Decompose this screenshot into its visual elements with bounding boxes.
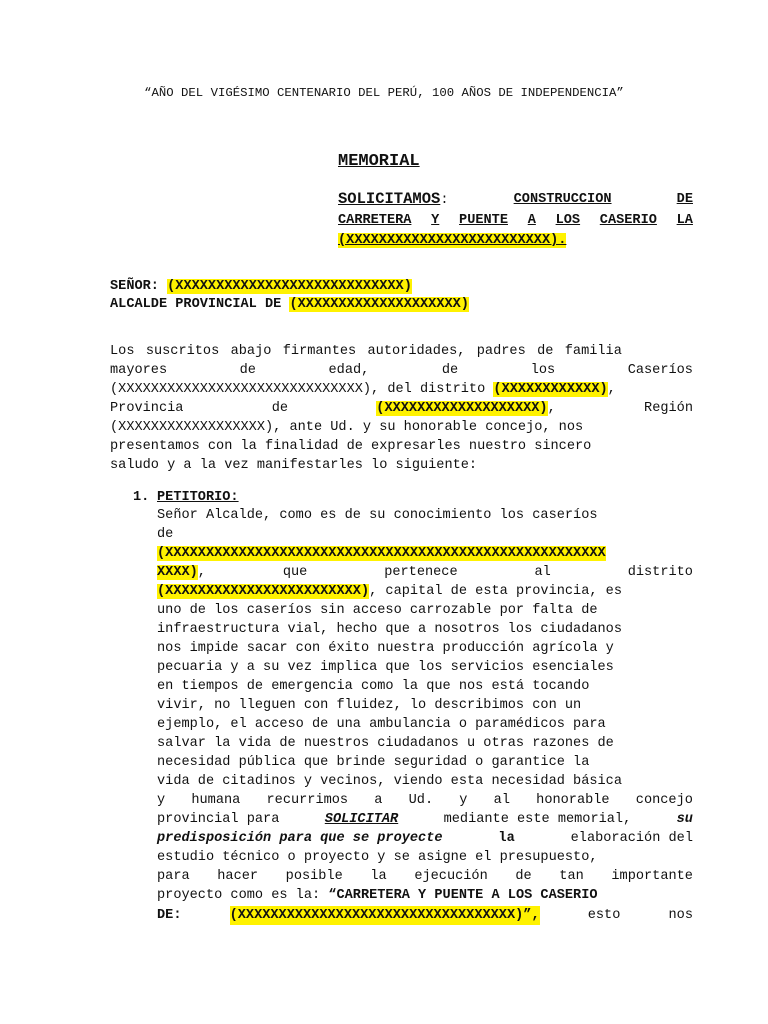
intro-word: Provincia <box>110 401 184 416</box>
petitorio-line <box>157 791 693 810</box>
petitorio-word: para <box>157 869 190 884</box>
district-placeholder: (XXXXXXXXXXXX) <box>493 382 608 397</box>
header-motto: “AÑO DEL VIGÉSIMO CENTENARIO DEL PERÚ, 100 AÑOS DE INDEPENDENCIA” <box>144 86 624 100</box>
petitorio-word: al <box>493 793 510 808</box>
petitorio-word: a <box>374 793 383 808</box>
petitorio-line: de <box>157 527 174 542</box>
intro-word: mayores <box>110 363 168 378</box>
intro-line-5: (XXXXXXXXXXXXXXXXXX), ante Ud. y su honorable concejo, nos <box>110 420 584 435</box>
project-name: DE: <box>157 908 182 923</box>
petitorio-line: uno de los caseríos sin acceso carrozable por falta de <box>157 603 598 618</box>
petitorio-bold: la <box>498 831 515 846</box>
petitorio-word: y <box>157 793 166 808</box>
senor-placeholder: (XXXXXXXXXXXXXXXXXXXXXXXXXXXX) <box>167 279 412 294</box>
petitorio-text: provincial para <box>157 812 280 827</box>
intro-word: edad, <box>328 363 370 378</box>
intro-line-3 <box>110 380 616 399</box>
province-placeholder: (XXXXXXXXXXXXXXXXXXX) <box>376 401 548 416</box>
project-placeholder: (XXXXXXXXXXXXXXXXXXXXXXXXXXXXXXXXXX)”, <box>229 908 540 923</box>
punctuation: , <box>547 401 556 416</box>
petitorio-line: ejemplo, el acceso de una ambulancia o paramédicos para <box>157 717 606 732</box>
alcalde-label: ALCALDE PROVINCIAL DE <box>110 297 282 312</box>
petitorio-word: de <box>515 869 532 884</box>
solicitar-emphasis: SOLICITAR <box>324 812 399 827</box>
petitorio-text: elaboración del <box>570 831 693 846</box>
punctuation: , <box>197 565 206 580</box>
petitorio-line <box>157 563 693 582</box>
petitorio-line <box>157 829 693 848</box>
list-number: 1. <box>133 490 150 505</box>
solicitamos-line-3 <box>338 231 566 250</box>
petitorio-emphasis: su <box>676 812 693 827</box>
petitorio-line: salvar la vida de nuestros ciudadanos u otras razones de <box>157 736 614 751</box>
petitorio-line: en tiempos de emergencia como la que nos está tocando <box>157 679 590 694</box>
punctuation: , <box>607 382 616 397</box>
intro-word: de <box>441 363 459 378</box>
petitorio-line: Señor Alcalde, como es de su conocimiento los caseríos <box>157 508 598 523</box>
subject-word: PUENTE <box>459 213 508 228</box>
intro-line-6: presentamos con la finalidad de expresarles nuestro sincero <box>110 439 592 454</box>
petitorio-word: al <box>534 565 551 580</box>
intro-text: (XXXXXXXXXXXXXXXXXXXXXXXXXXXXXX), del distrito <box>110 382 486 397</box>
petitorio-line: infraestructura vial, hecho que a nosotros los ciudadanos <box>157 622 622 637</box>
alcalde-placeholder: (XXXXXXXXXXXXXXXXXXXX) <box>289 297 469 312</box>
petitorio-word: concejo <box>635 793 693 808</box>
petitorio-word: esto <box>587 908 621 923</box>
solicitamos-line-2 <box>338 211 693 230</box>
petitorio-line <box>157 582 622 601</box>
petitorio-text: mediante este memorial, <box>443 812 632 827</box>
petitorio-word: nos <box>668 908 693 923</box>
petitorio-word: posible <box>285 869 343 884</box>
project-name: “CARRETERA Y PUENTE A LOS CASERIO <box>328 888 598 903</box>
petitorio-text: proyecto como es la: <box>157 888 321 903</box>
intro-word: de <box>271 401 289 416</box>
subject-word: DE <box>676 192 693 207</box>
petitorio-line: vida de citadinos y vecinos, viendo esta necesidad básica <box>157 774 622 789</box>
petitorio-line: pecuaria y a su vez implica que los servicios esenciales <box>157 660 614 675</box>
subject-word: LA <box>676 213 693 228</box>
petitorio-line: estudio técnico o proyecto y se asigne el presupuesto, <box>157 850 598 865</box>
subject-word: LOS <box>555 213 581 228</box>
petitorio-word: tan <box>559 869 584 884</box>
intro-word: los <box>530 363 556 378</box>
subject-word: CASERIO <box>599 213 657 228</box>
solicitamos-colon: : <box>440 193 449 208</box>
petitorio-line: necesidad pública que brinde seguridad o garantice la <box>157 755 590 770</box>
solicitamos-line-1 <box>338 190 693 210</box>
addressee-alcalde <box>110 295 469 314</box>
intro-line-4 <box>110 399 693 418</box>
petitorio-line <box>157 906 693 925</box>
intro-line-1 <box>110 342 693 361</box>
subject-placeholder: (XXXXXXXXXXXXXXXXXXXXXXXXX). <box>338 233 567 248</box>
senor-label: SEÑOR: <box>110 279 159 294</box>
petitorio-word: ejecución <box>414 869 488 884</box>
petitorio-line <box>157 544 606 563</box>
caserio-placeholder: (XXXXXXXXXXXXXXXXXXXXXXXXXXXXXXXXXXXXXXXXXXXXXXXXXXXXXX <box>157 546 606 561</box>
petitorio-text: , capital de esta provincia, es <box>369 584 622 599</box>
petitorio-word: recurrimos <box>266 793 349 808</box>
distrito-placeholder: (XXXXXXXXXXXXXXXXXXXXXXXX) <box>157 584 370 599</box>
caserio-placeholder: XXXX) <box>157 565 198 580</box>
petitorio-line <box>157 810 693 829</box>
petitorio-heading: PETITORIO: <box>157 490 239 505</box>
intro-word: de <box>239 363 256 378</box>
petitorio-word: pertenece <box>384 565 458 580</box>
subject-word: CONSTRUCCION <box>513 192 612 207</box>
petitorio-word: y <box>459 793 468 808</box>
intro-line-7: saludo y a la vez manifestarles lo siguiente: <box>110 458 478 473</box>
petitorio-line: nos impide sacar con éxito nuestra producción agrícola y <box>157 641 614 656</box>
petitorio-word: Ud. <box>408 793 434 808</box>
document-title: MEMORIAL <box>338 152 420 171</box>
petitorio-line: vivir, no lleguen con fluidez, lo describimos con un <box>157 698 582 713</box>
intro-word: Caseríos <box>627 363 693 378</box>
addressee-senor <box>110 277 412 296</box>
petitorio-word: que <box>282 565 308 580</box>
intro-word: Región <box>644 401 693 416</box>
solicitamos-label: SOLICITAMOS <box>338 190 441 208</box>
petitorio-emphasis: predisposición para que se proyecte <box>157 831 443 846</box>
petitorio-word: hacer <box>217 869 259 884</box>
petitorio-word: honorable <box>536 793 610 808</box>
petitorio-word: humana <box>191 793 241 808</box>
petitorio-word: la <box>370 869 387 884</box>
intro-text: Los suscritos abajo firmantes autoridades, padres de familia <box>110 344 622 359</box>
subject-word: A <box>527 213 536 228</box>
petitorio-word: distrito <box>627 565 693 580</box>
petitorio-word: importante <box>611 869 693 884</box>
petitorio-line <box>157 867 693 886</box>
intro-line-2 <box>110 361 693 380</box>
petitorio-line <box>157 886 598 905</box>
subject-word: Y <box>431 213 440 228</box>
subject-word: CARRETERA <box>338 213 412 228</box>
